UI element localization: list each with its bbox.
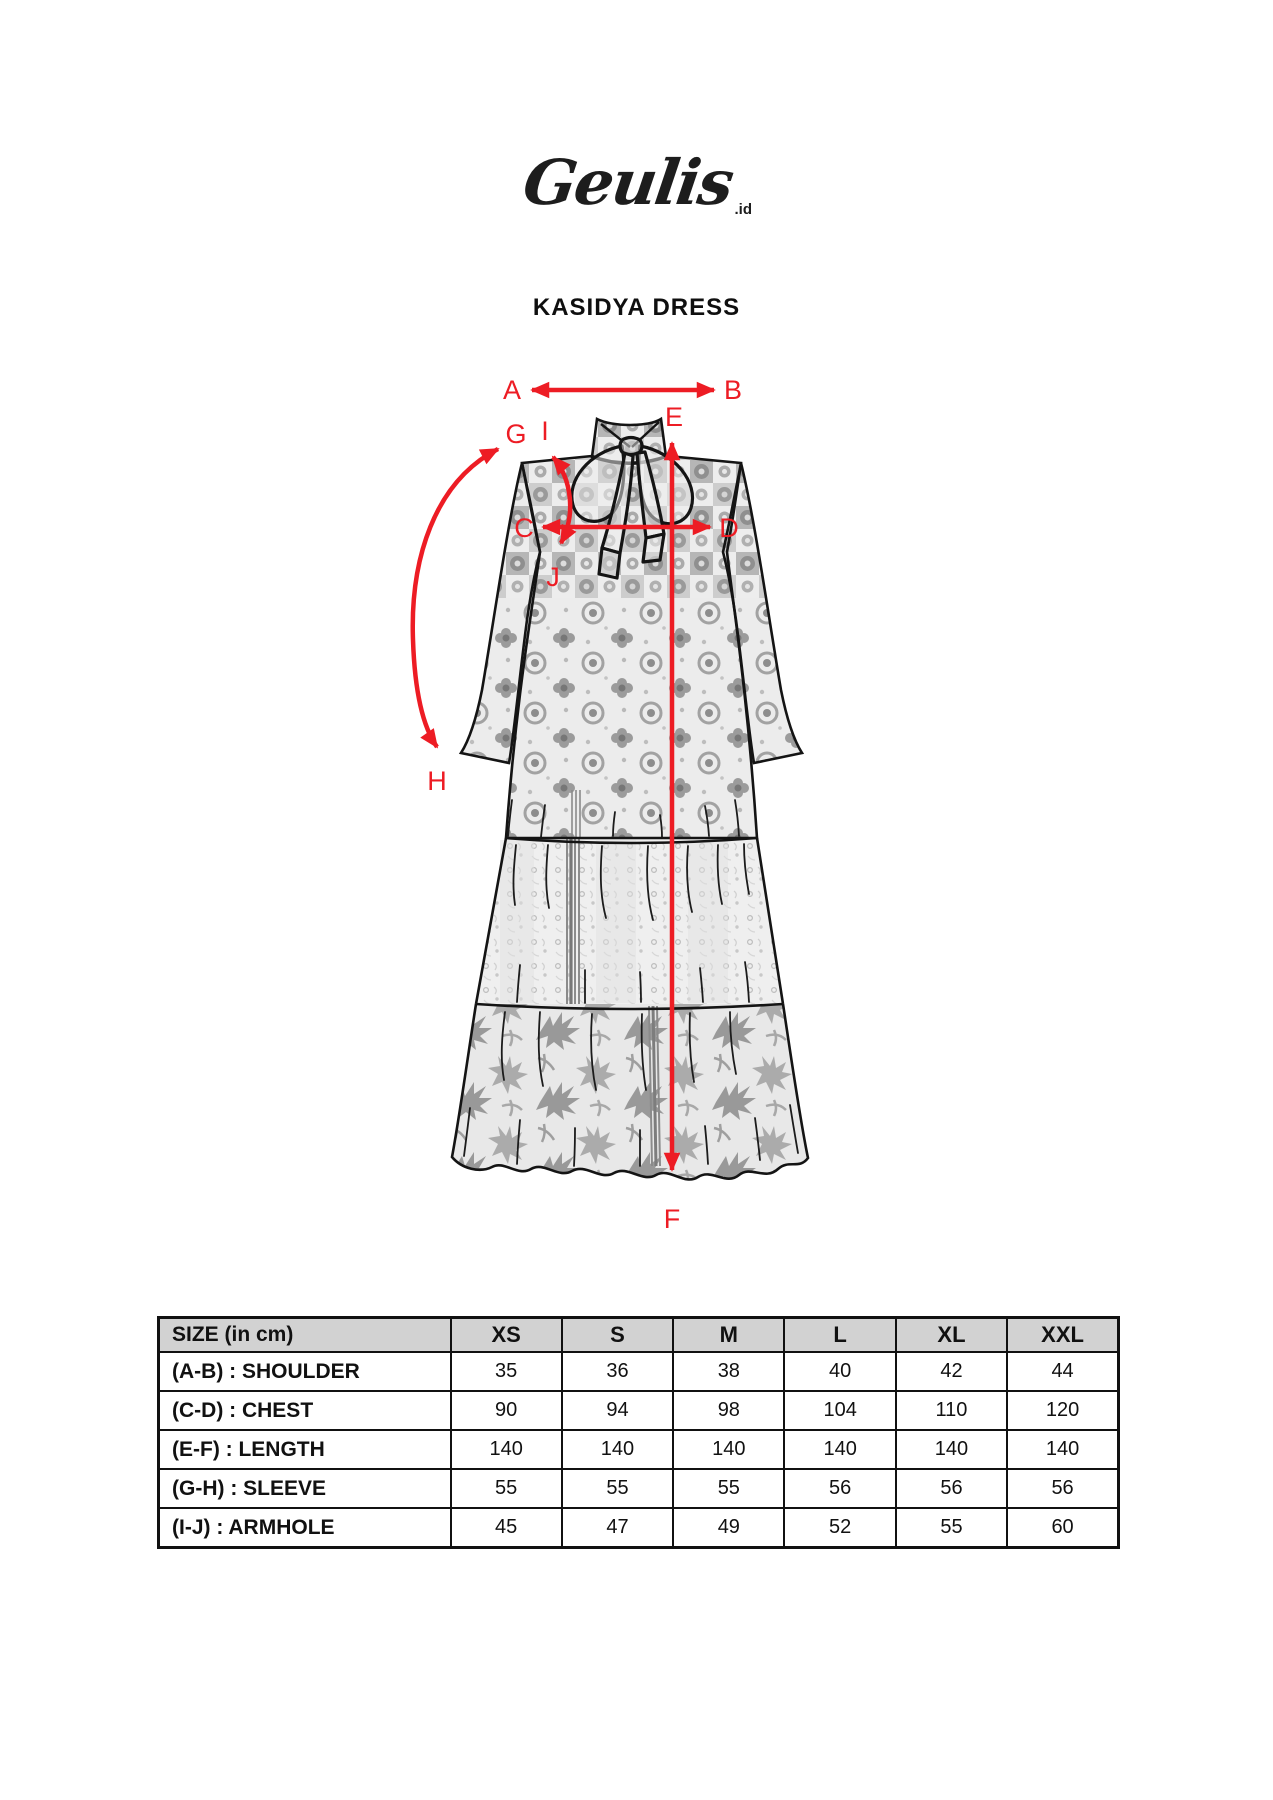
measure-label-c: C [514, 513, 534, 543]
size-value: 40 [784, 1352, 895, 1391]
size-value: 55 [451, 1469, 562, 1508]
table-row-shoulder [159, 1352, 1119, 1391]
size-value: 60 [1007, 1508, 1118, 1548]
table-row-sleeve [159, 1469, 1119, 1508]
size-value: 44 [1007, 1352, 1118, 1391]
measurement-label: (C-D) : CHEST [159, 1391, 451, 1430]
measure-label-e: E [664, 402, 684, 432]
size-value: 140 [562, 1430, 673, 1469]
size-value: 110 [896, 1391, 1007, 1430]
size-value: 98 [673, 1391, 784, 1430]
size-value: 140 [451, 1430, 562, 1469]
size-value: 120 [1007, 1391, 1118, 1430]
size-value: 140 [1007, 1430, 1118, 1469]
table-row-chest [159, 1391, 1119, 1430]
size-value: 90 [451, 1391, 562, 1430]
size-value: 47 [562, 1508, 673, 1548]
measurement-label: (E-F) : LENGTH [159, 1430, 451, 1469]
measurement-label: (A-B) : SHOULDER [159, 1352, 451, 1391]
size-value: 38 [673, 1352, 784, 1391]
size-value: 49 [673, 1508, 784, 1548]
size-col-xs: XS [451, 1318, 562, 1353]
size-value: 104 [784, 1391, 895, 1430]
size-value: 55 [562, 1469, 673, 1508]
size-value: 56 [896, 1469, 1007, 1508]
size-col-l: L [784, 1318, 895, 1353]
size-value: 94 [562, 1391, 673, 1430]
brand-logo-text: Geulis [518, 146, 737, 219]
measure-label-h: H [427, 766, 447, 796]
dress-illustration [430, 419, 850, 1179]
measure-label-f: F [663, 1204, 681, 1234]
size-value: 55 [896, 1508, 1007, 1548]
size-col-xxl: XXL [1007, 1318, 1118, 1353]
measure-label-g: G [505, 419, 527, 449]
size-table-header-row [159, 1318, 1119, 1353]
measurement-label: (I-J) : ARMHOLE [159, 1508, 451, 1548]
measurement-label: (G-H) : SLEEVE [159, 1469, 451, 1508]
arrow-shoulder-ab [503, 375, 742, 405]
size-col-xl: XL [896, 1318, 1007, 1353]
size-value: 36 [562, 1352, 673, 1391]
product-title: KASIDYA DRESS [532, 294, 741, 321]
size-table [157, 1316, 1120, 1549]
size-value: 140 [896, 1430, 1007, 1469]
size-value: 45 [451, 1508, 562, 1548]
size-value: 55 [673, 1469, 784, 1508]
size-col-s: S [562, 1318, 673, 1353]
size-value: 140 [673, 1430, 784, 1469]
size-value: 42 [896, 1352, 1007, 1391]
measure-label-d: D [719, 513, 739, 543]
table-row-armhole [159, 1508, 1119, 1548]
size-value: 56 [1007, 1469, 1118, 1508]
dress-skirt-tier2 [452, 1004, 808, 1179]
size-header-label: SIZE (in cm) [159, 1318, 451, 1353]
size-value: 140 [784, 1430, 895, 1469]
measure-label-a: A [502, 375, 522, 405]
size-col-m: M [673, 1318, 784, 1353]
measure-label-b: B [723, 375, 743, 405]
size-value: 52 [784, 1508, 895, 1548]
size-value: 35 [451, 1352, 562, 1391]
table-row-length [159, 1430, 1119, 1469]
size-value: 56 [784, 1469, 895, 1508]
brand-logo-suffix: .id [734, 201, 752, 218]
measure-label-i: I [541, 416, 549, 446]
measure-label-j: J [546, 562, 560, 592]
